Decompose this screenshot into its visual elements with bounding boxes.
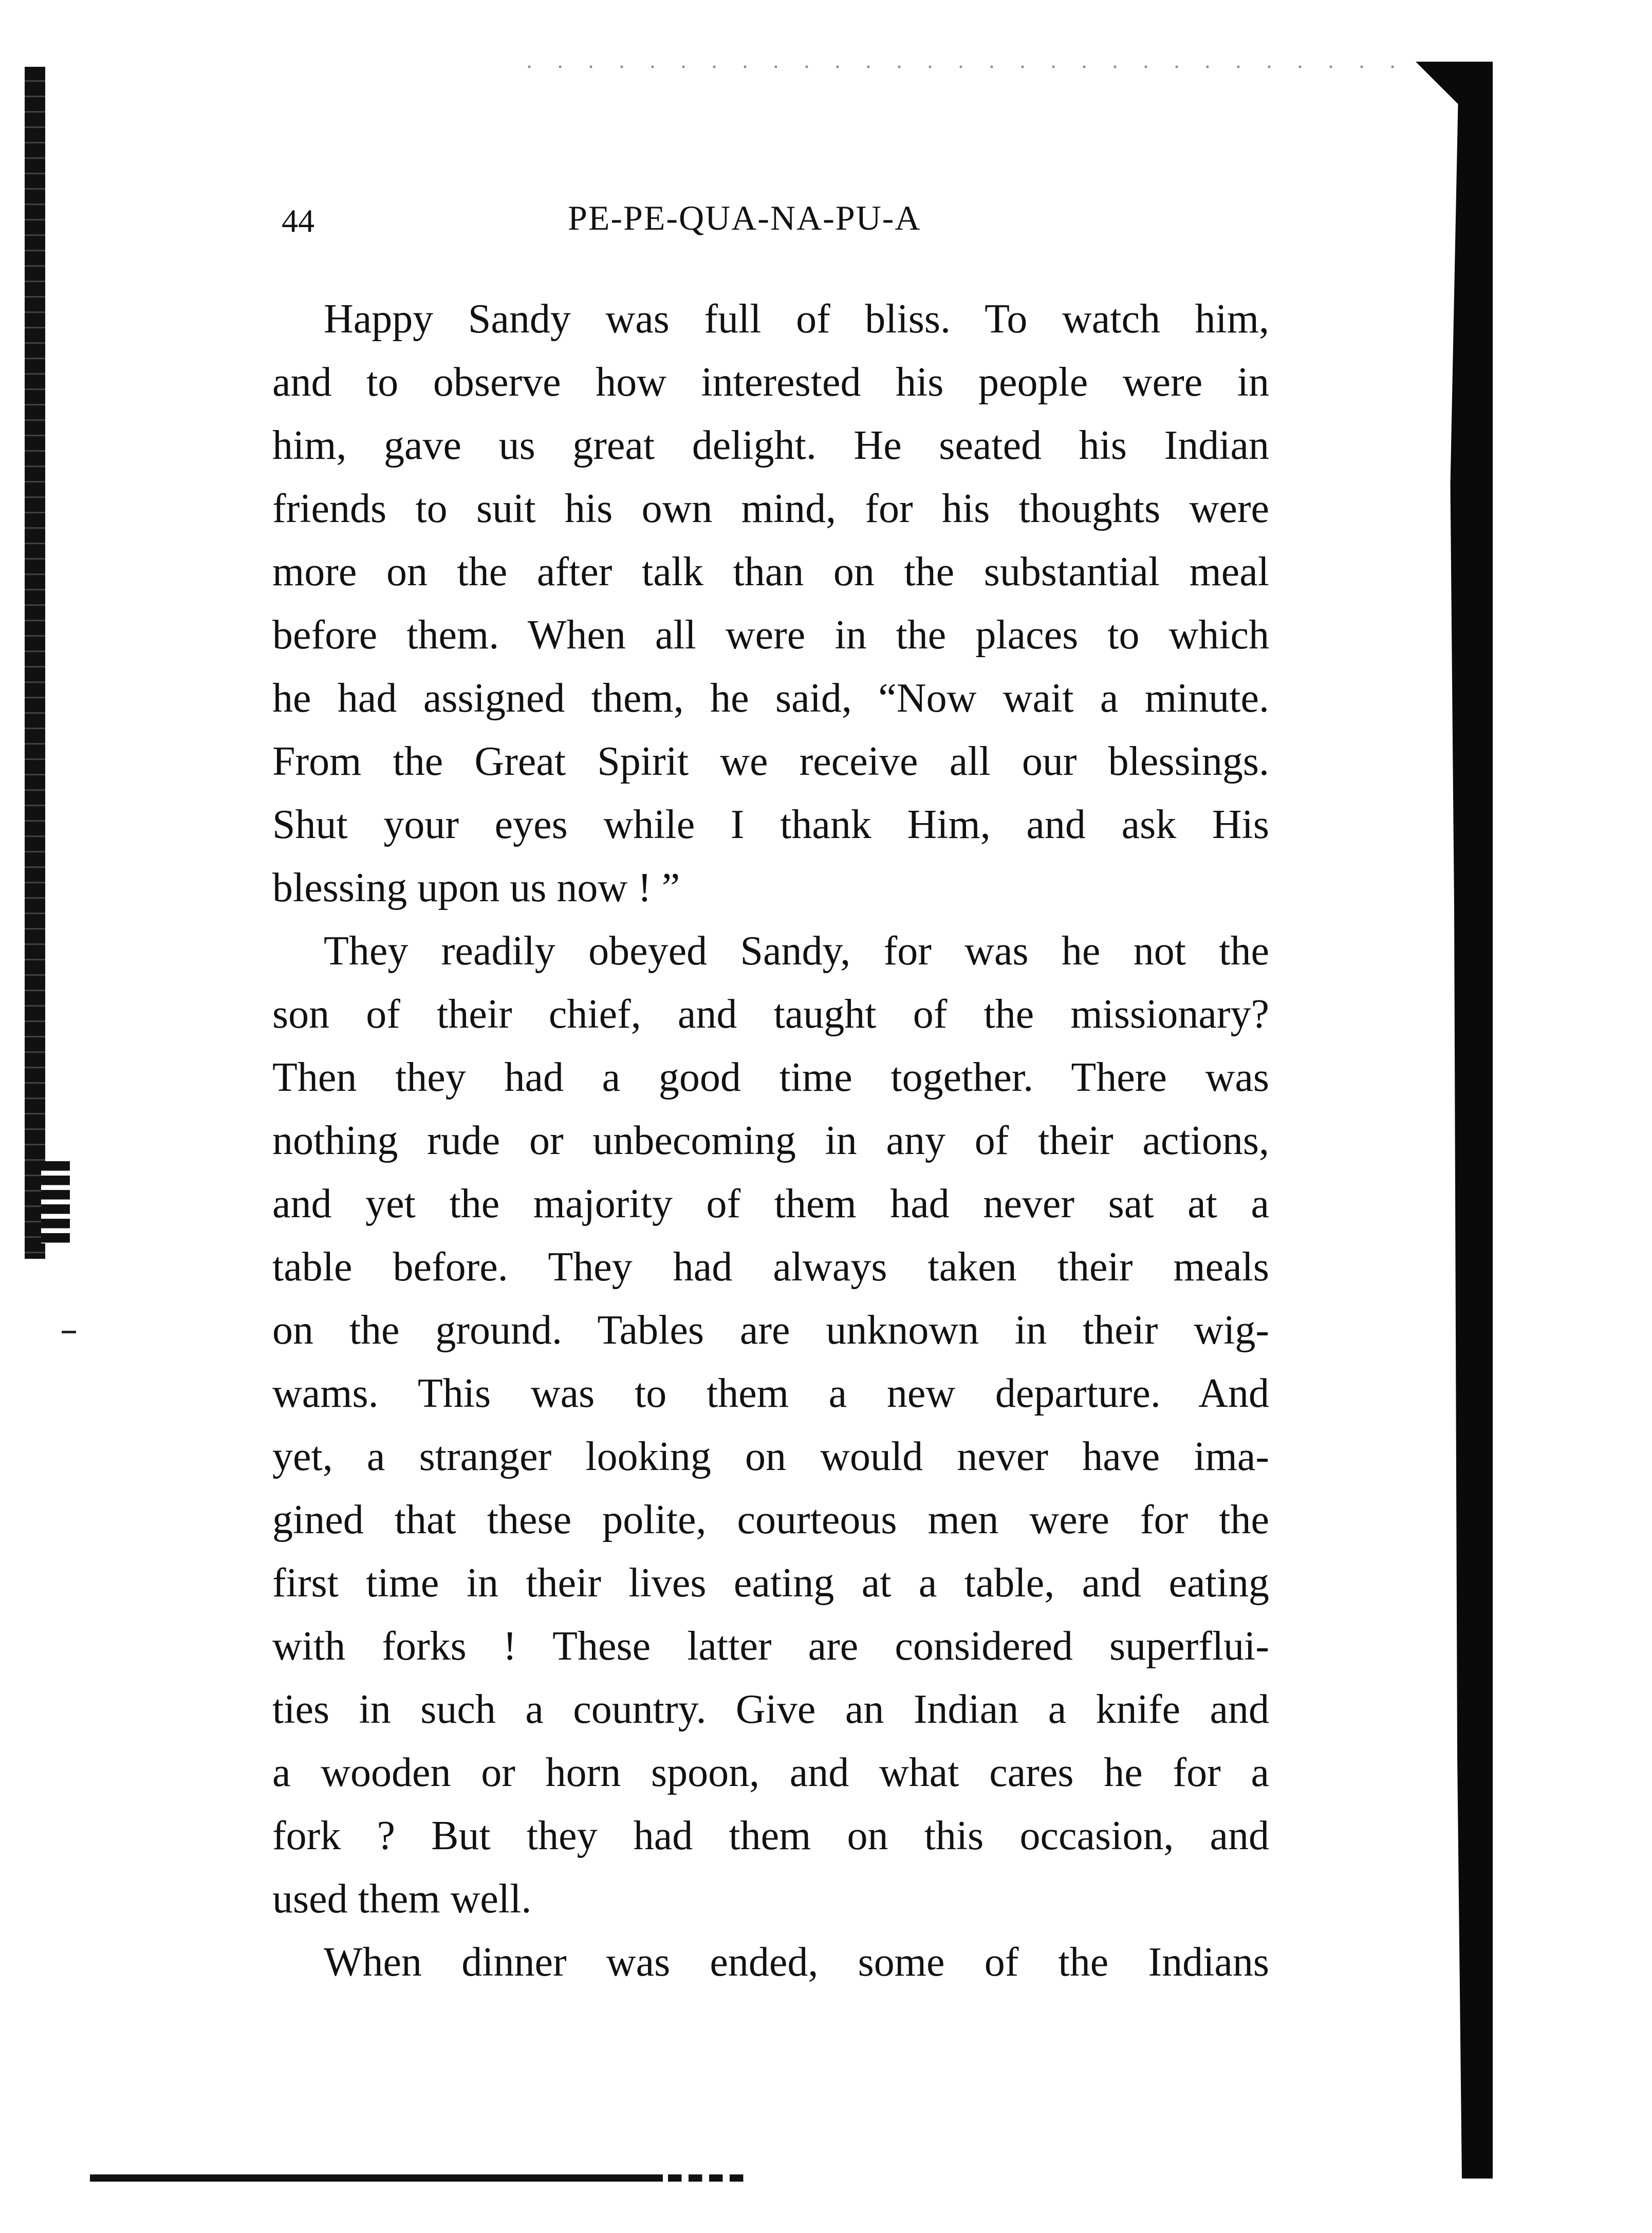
binding-edge-artifact [25, 67, 45, 1259]
top-edge-speckle [514, 59, 1490, 75]
text-line: and yet the majority of them had never sat at a [272, 1181, 1269, 1226]
text-line: used them well. [272, 1876, 532, 1922]
text-line: more on the after talk than on the substantial meal [272, 549, 1269, 594]
text-line: When dinner was ended, some of the Indians [324, 1940, 1269, 1985]
bottom-edge-rule [90, 2174, 663, 2182]
text-line: he had assigned them, he said, “Now wait a minute. [272, 676, 1269, 721]
text-line: with forks ! These latter are considered superflui- [272, 1624, 1269, 1669]
text-line: table before. They had always taken their meals [272, 1244, 1269, 1290]
text-line: a wooden or horn spoon, and what cares he for a [272, 1750, 1269, 1795]
text-line: gined that these polite, courteous men were for the [272, 1497, 1269, 1542]
text-line: on the ground. Tables are unknown in their wig- [272, 1308, 1269, 1353]
text-line: him, gave us great delight. He seated his Indian [272, 423, 1269, 468]
page-number: 44 [282, 202, 314, 239]
text-line: nothing rude or unbecoming in any of their actions, [272, 1118, 1269, 1163]
text-line: wams. This was to them a new departure. And [272, 1371, 1269, 1416]
body-text [272, 288, 1269, 1994]
text-line: son of their chief, and taught of the missionary? [272, 992, 1269, 1037]
text-line: They readily obeyed Sandy, for was he not the [324, 928, 1269, 974]
bottom-edge-dashes [668, 2174, 750, 2182]
text-line: and to observe how interested his people were in [272, 360, 1269, 405]
text-line: before them. When all were in the places to which [272, 612, 1269, 658]
text-line: ties in such a country. Give an Indian a knife and [272, 1687, 1269, 1732]
text-line: first time in their lives eating at a table, and eating [272, 1560, 1269, 1606]
text-line: yet, a stranger looking on would never have ima- [272, 1434, 1269, 1479]
text-line: blessing upon us now ! ” [272, 865, 680, 910]
margin-dash-artifact [62, 1331, 76, 1333]
text-line: friends to suit his own mind, for his thoughts were [272, 486, 1269, 531]
running-head: PE-PE-QUA-NA-PU-A [568, 198, 921, 237]
gutter-shadow [1416, 62, 1493, 2179]
text-line: From the Great Spirit we receive all our blessings. [272, 739, 1269, 784]
text-line: Happy Sandy was full of bliss. To watch him, [324, 296, 1269, 342]
text-line: fork ? But they had them on this occasion, and [272, 1813, 1269, 1858]
text-line: Shut your eyes while I thank Him, and ask His [272, 802, 1269, 847]
text-line: Then they had a good time together. There was [272, 1055, 1269, 1100]
binding-mark-artifact [41, 1161, 70, 1243]
